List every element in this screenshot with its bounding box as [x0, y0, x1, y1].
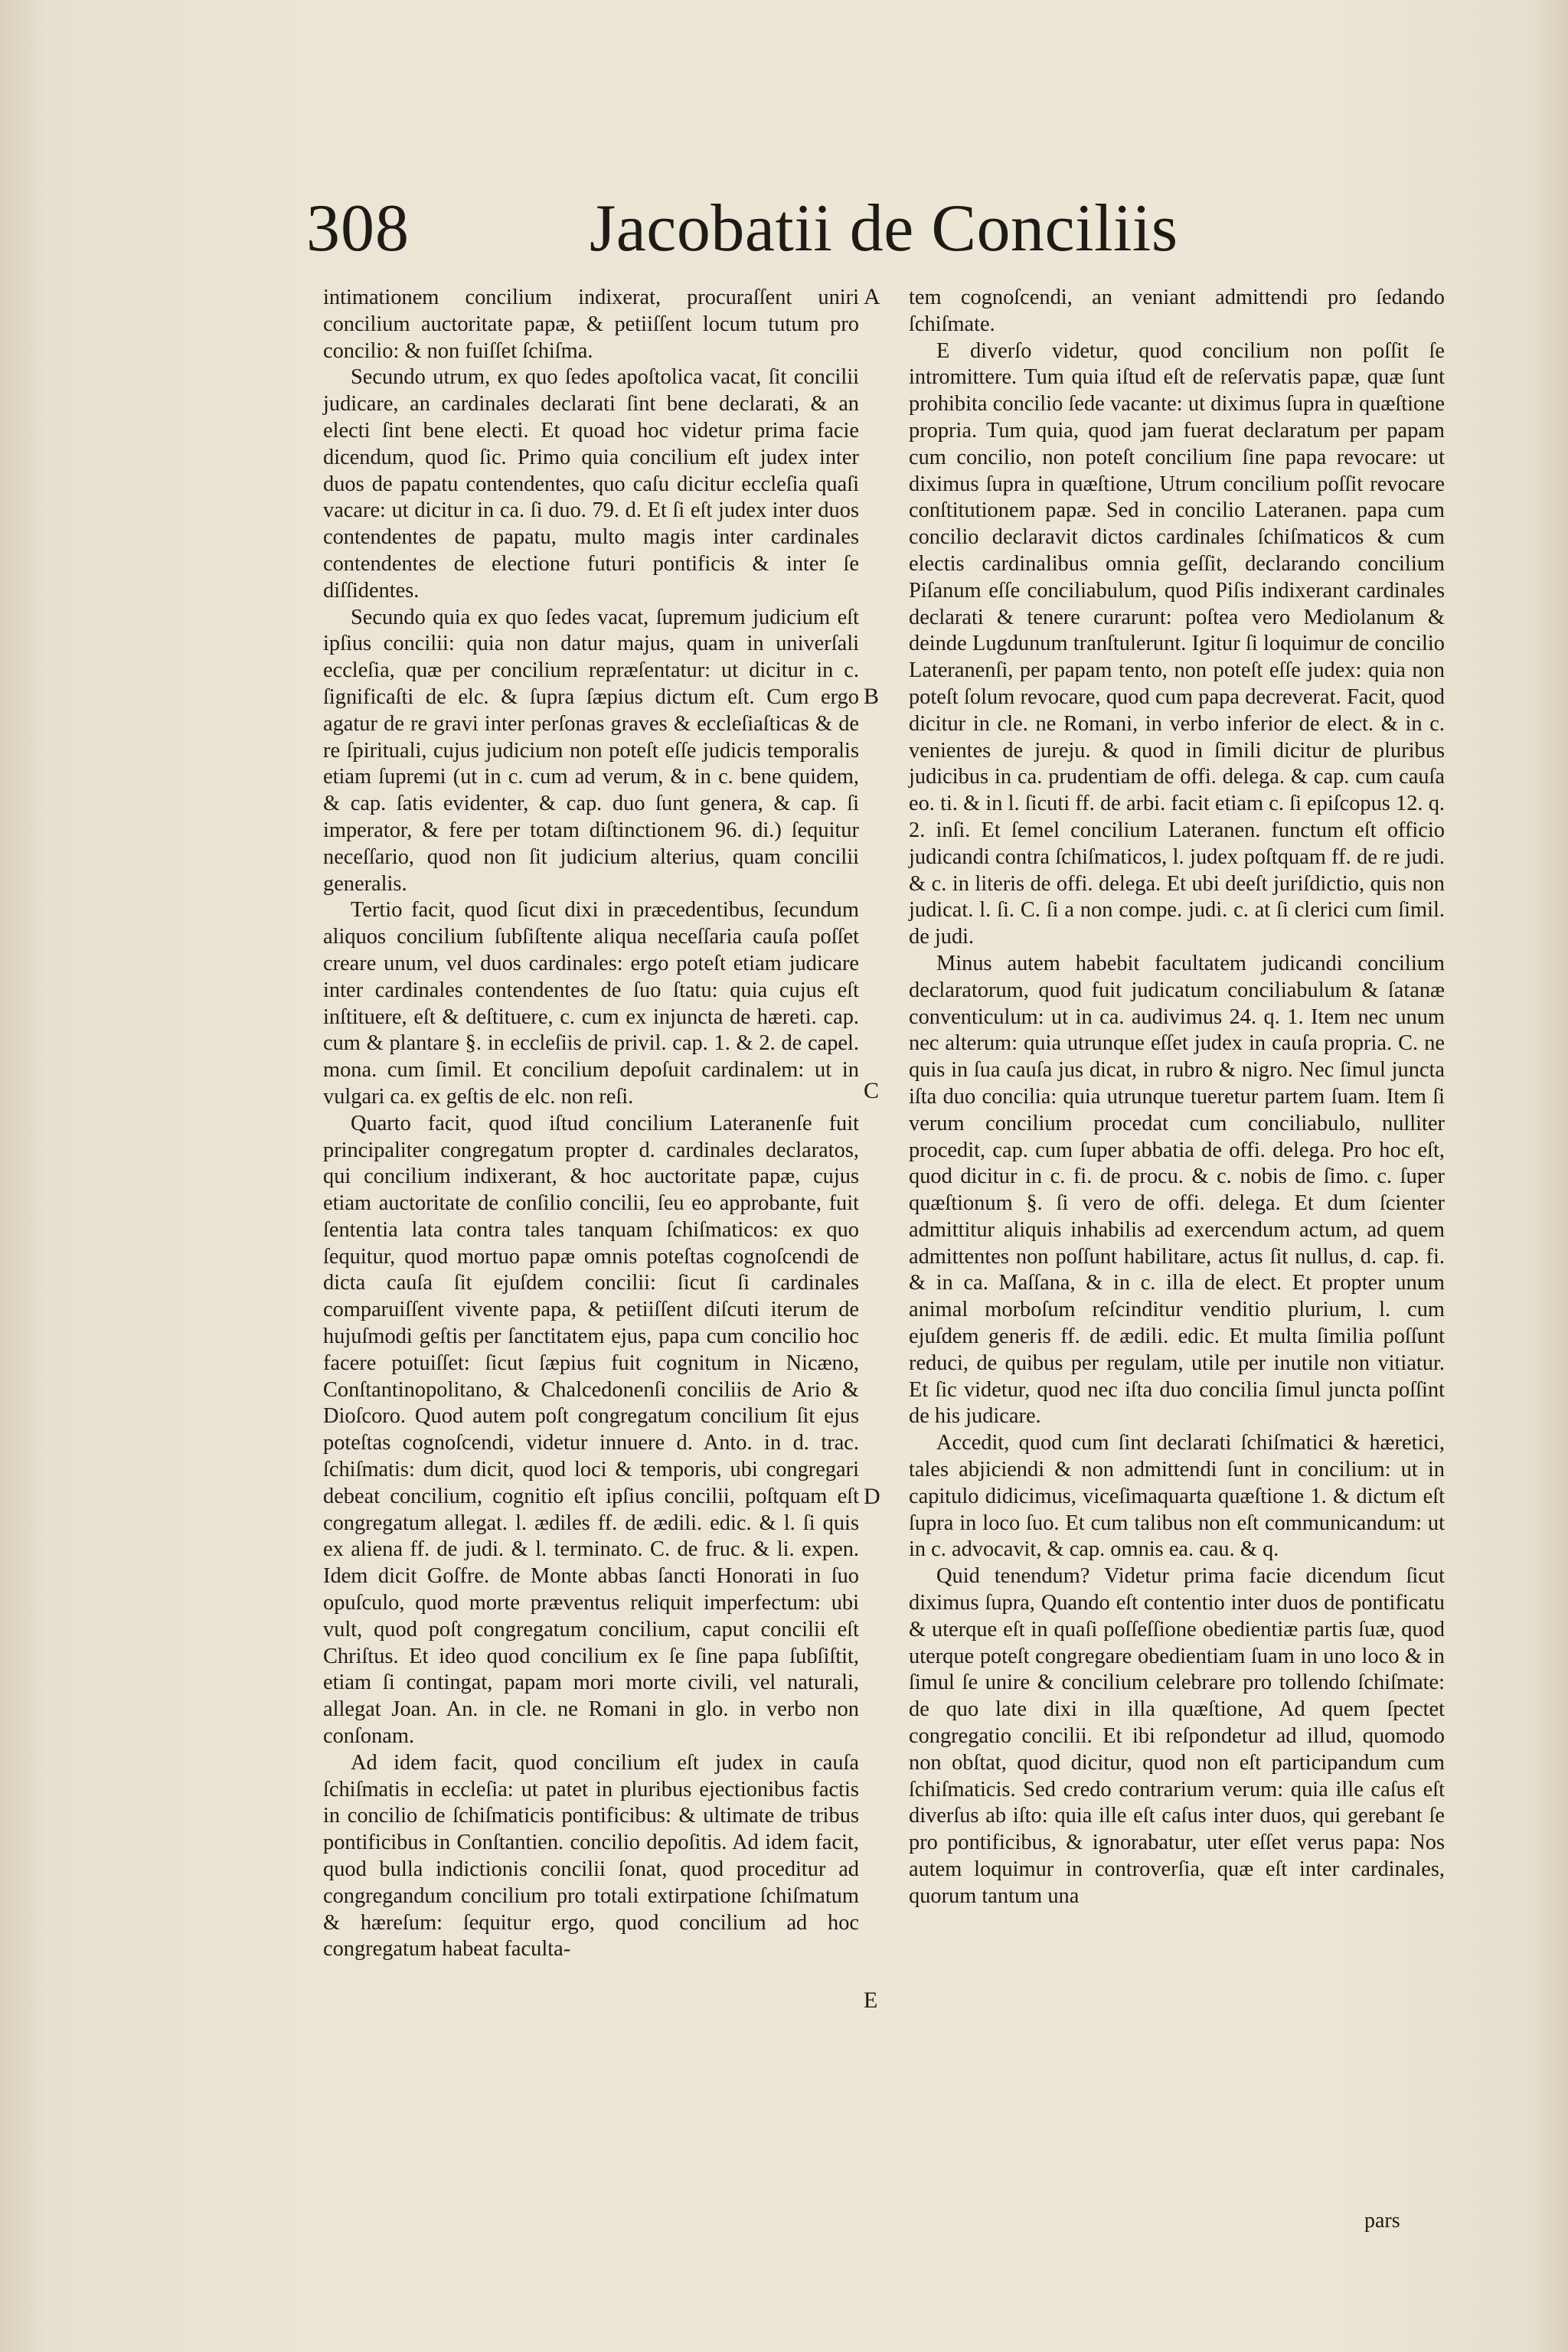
catchword: pars — [1364, 2209, 1400, 2233]
paragraph: Secundo utrum, ex quo ſedes apoſtolica vacat, ſit concilii judicare, an cardinales declarati ſint bene declarati, & an electi ſint bene electi. Et quoad hoc videtur prima facie dicendum, quod ſic. Primo quia concilium eſt judex inter duos de papatu contendentes, quo caſu dicitur eccleſia quaſi vacare: ut dicitur in ca. ſi duo. 79. d. Et ſi eſt judex inter duos contendentes de papatu, multo magis inter cardinales contendentes de electione futuri pontificis & inter ſe diſſidentes. — [323, 365, 859, 603]
paragraph: Accedit, quod cum ſint declarati ſchiſmatici & hæretici, tales abjiciendi & non admittendi ſunt in concilium: ut in capitulo didicimus, viceſimaquarta quæſtione 1. & dictum eſt ſupra in loco ſuo. Et cum talibus non eſt communicandum: ut in c. advocavit, & cap. omnis ea. cau. & q. — [909, 1431, 1445, 1562]
margin-letter-d: D — [864, 1484, 880, 1509]
right-column — [909, 285, 1445, 1910]
running-title: Jacobatii de Conciliis — [590, 191, 1178, 266]
left-column — [323, 285, 859, 1963]
paragraph: Tertio facit, quod ſicut dixi in præcedentibus, ſecundum aliquos concilium ſubſiſtente aliqua neceſſaria cauſa poſſet creare unum, vel duos cardinales: ergo poteſt etiam judicare inter cardinales contendentes de ſuo ſtatu: quia cujus eſt inſtituere, eſt & deſtituere, c. cum ex injuncta de hæreti. cap. cum & plantare §. in eccleſiis de privil. cap. 1. & 2. de capel. mona. cum ſimil. Et concilium depoſuit cardinalem: ut in vulgari ca. ex geſtis de elc. non reſi. — [323, 898, 859, 1109]
paragraph: Ad idem facit, quod concilium eſt judex in cauſa ſchiſmatis in eccleſia: ut patet in pluribus ejectionibus factis in concilio de ſchiſmaticis pontificibus: & ultimate de tribus pontificibus in Conſtantien. concilio depoſitis. Ad idem facit, quod bulla indictionis concilii ſonat, quod proceditur ad congregandum concilium pro totali extirpatione ſchiſmatum & hæreſum: ſequitur ergo, quod concilium ad hoc congregatum habeat faculta- — [323, 1750, 859, 1962]
paragraph: E diverſo videtur, quod concilium non poſſit ſe intromittere. Tum quia iſtud eſt de reſervatis papæ, quæ ſunt prohibita concilio ſede vacante: ut diximus ſupra in quæſtione propria. Tum quia, quod jam fuerat declaratum per papam cum concilio, non poteſt concilium ſine papa revocare: ut diximus ſupra in quæſtione, Utrum concilium poſſit revocare conſtitutionem papæ. Sed in concilio Lateranen. papa cum concilio declaravit dictos cardinales ſchiſmaticos & cum electis cardinalibus omnia geſſit, declarando concilium Piſanum eſſe conciliabulum, quod Piſis indixerant cardinales declarati & tenere curarunt: poſtea vero Mediolanum & deinde Lugdunum tranſtulerunt. Igitur ſi loquimur de concilio Lateranenſi, per papam tento, non poteſt eſſe judex: quia non poteſt ſolum revocare, quod cum papa decreverat. Facit, quod dicitur in cle. ne Romani, in verbo inferior de elect. & in c. venientes de jureju. & quod in ſimili dicitur de pluribus judicibus in ca. prudentiam de offi. delega. & cap. cum cauſa eo. ti. & in l. ſicuti ff. de arbi. facit etiam c. ſi epiſcopus 12. q. 2. inſi. Et ſemel concilium Lateranen. functum eſt officio judicandi contra ſchiſmaticos, l. judex poſtquam ff. de re judi. & c. in literis de offi. delega. Et ubi deeſt juriſdictio, quis non judicat. l. ſi. C. ſi a non compe. judi. c. at ſi clerici cum ſimil. de judi. — [909, 338, 1445, 949]
margin-letter-c: C — [864, 1078, 880, 1103]
paragraph: intimationem concilium indixerat, procuraſſent uniri concilium auctoritate papæ, & petiiſſent locum tutum pro concilio: & non fuiſſet ſchiſma. — [323, 286, 859, 363]
paragraph: Minus autem habebit facultatem judicandi concilium declaratorum, quod fuit judicatum conciliabulum & ſatanæ conventiculum: ut in ca. audivimus 24. q. 1. Item nec unum nec alterum: quia utrunque eſſet judex in cauſa propria. C. ne quis in ſua cauſa jus dicat, in rubro & nigro. Nec ſimul juncta iſta duo concilia: quia utrunque tueretur partem ſuam. Item ſi verum concilium procedat cum conciliabulo, nulliter procedit, cap. cum ſuper abbatia de offi. delega. Pro hoc eſt, quod dicitur in c. fi. de procu. & c. nobis de ſimo. c. ſuper quæſtionum §. ſi vero de offi. delega. Et dum ſcienter admittitur aliquis inhabilis ad exercendum actum, ad quem admittentes non poſſunt habilitare, actus ſit nullus, d. cap. fi. & in ca. Maſſana, & in c. illa de elect. Et propter unum animal morboſum reſcinditur venditio plurium, l. cum ejuſdem generis ff. de ædili. edic. Et multa ſimilia poſſunt reduci, de quibus per regulam, utile per inutile non vitiatur. Et ſic videtur, quod nec iſta duo concilia ſimul juncta poſſint de his judicare. — [909, 951, 1445, 1429]
margin-letter-a: A — [864, 284, 880, 309]
margin-letter-e: E — [864, 1988, 878, 2013]
page-number: 308 — [306, 191, 410, 266]
paragraph: Quarto facit, quod iſtud concilium Lateranenſe fuit principaliter congregatum propter d. cardinales declaratos, qui concilium indixerant, & hoc auctoritate papæ, cujus etiam auctoritate de conſilio concilii, ſeu eo approbante, fuit ſententia lata contra tales tanquam ſchiſmaticos: ex quo ſequitur, quod mortuo papæ omnis poteſtas cognoſcendi de dicta cauſa ſit ejuſdem concilii: ſicut ſi cardinales comparuiſſent vivente papa, & petiiſſent diſcuti iterum de hujuſmodi geſtis per ſanctitatem ejus, papa cum concilio hoc facere potuiſſet: ſicut ſæpius fuit cognitum in Nicæno, Conſtantinopolitano, & Chalcedonenſi conciliis de Ario & Dioſcoro. Quod autem poſt congregatum concilium ſit ejus poteſtas cognoſcendi, videtur innuere d. Anto. in d. trac. ſchiſmatis: dum dicit, quod loci & temporis, ubi congregari debeat concilium, cognitio eſt ipſius concilii, poſtquam eſt congregatum allegat. l. ædiles ff. de ædili. edic. & l. ſi quis ex aliena ff. de judi. & l. terminato. C. de fruc. & li. expen. Idem dicit Goſfre. de Monte abbas ſancti Honorati in ſuo opuſculo, quod morte præventus reliquit imperfectum: ubi vult, quod poſt congregatum concilium, caput concilii eſt Chriſtus. Et ideo quod concilium ex ſe ſine papa ſubſiſtit, etiam ſi contingat, papam mori morte civili, vel naturali, allegat Joan. An. in cle. ne Romani in glo. in verbo non conſonam. — [323, 1111, 859, 1749]
paragraph: tem cognoſcendi, an veniant admittendi pro ſedando ſchiſmate. — [909, 286, 1445, 336]
margin-letter-b: B — [864, 684, 880, 709]
paragraph: Quid tenendum? Videtur prima facie dicendum ſicut diximus ſupra, Quando eſt contentio inter duos de pontificatu & uterque eſt in quaſi poſſeſſione obedientiæ partis ſuæ, quod uterque poteſt congregare obedientiam ſuam in uno loco & in ſimul ſe unire & concilium celebrare pro tollendo ſchiſmate: de quo late dixi in illa quæſtione, Ad quem ſpectet congregatio concilii. Et ibi reſpondetur ad illud, quomodo non obſtat, quod dicitur, quod non eſt participandum cum ſchiſmaticis. Sed credo contrarium verum: quia ille caſus eſt diverſus ab iſto: quia ille eſt caſus inter duos, qui gerebant ſe pro pontificibus, & ignorabatur, uter eſſet verus papa: Nos autem loquimur in controverſia, quæ eſt inter cardinales, quorum tantum una — [909, 1564, 1445, 1908]
paragraph: Secundo quia ex quo ſedes vacat, ſupremum judicium eſt ipſius concilii: quia non datur majus, quam in univerſali eccleſia, quæ per concilium repræſentatur: ut dicitur in c. ſignificaſti de elc. & ſupra ſæpius dictum eſt. Cum ergo agatur de re gravi inter perſonas graves & eccleſiaſticas & de re ſpirituali, cujus judicium non poteſt eſſe judicis temporalis etiam ſupremi (ut in c. cum ad verum, & in c. bene quidem, & cap. ſatis evidenter, & cap. duo ſunt genera, & cap. ſi imperator, & fere per totam diſtinctionem 96. di.) ſequitur neceſſario, quod non ſit judicium alterius, quam concilii generalis. — [323, 605, 859, 896]
